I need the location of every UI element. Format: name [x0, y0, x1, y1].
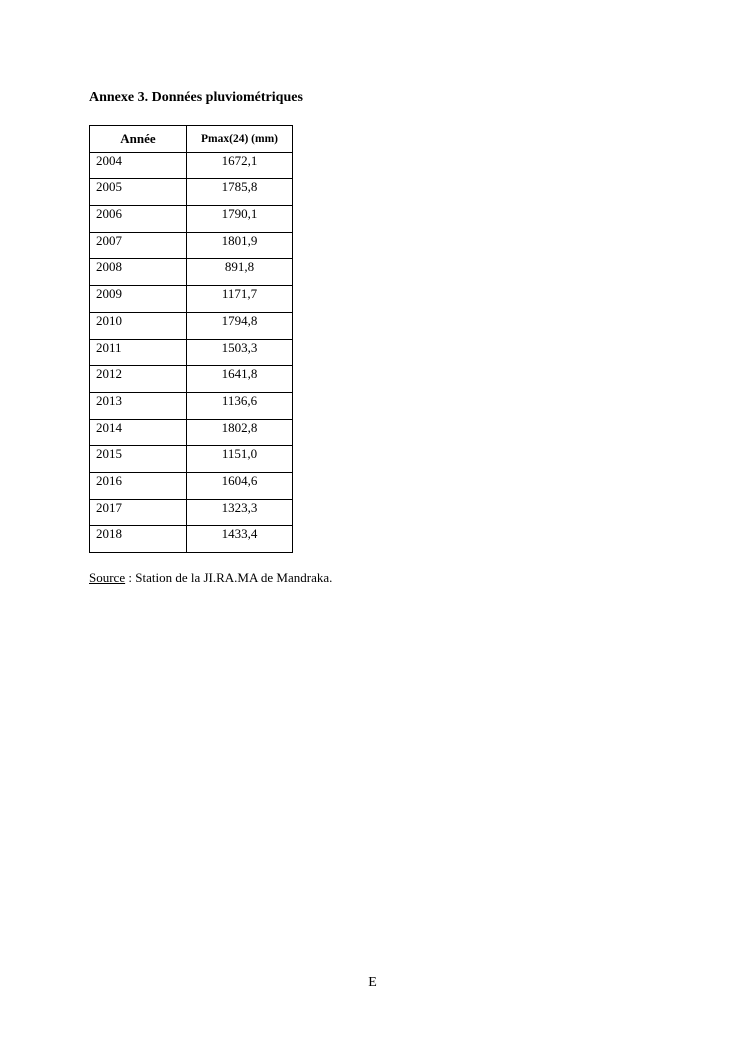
- annex-heading: Annexe 3. Données pluviométriques: [89, 90, 303, 105]
- pmax-cell: 1672,1: [187, 152, 293, 179]
- table-row: [90, 446, 293, 473]
- pmax-cell: 1802,8: [187, 419, 293, 446]
- pmax-cell: 1801,9: [187, 232, 293, 259]
- table-row: [90, 259, 293, 286]
- year-cell: 2007: [90, 232, 187, 259]
- table-row: [90, 232, 293, 259]
- year-cell: 2008: [90, 259, 187, 286]
- pmax-cell: 1641,8: [187, 366, 293, 393]
- pmax-cell: 1136,6: [187, 392, 293, 419]
- table-row: [90, 152, 293, 179]
- table-row: [90, 312, 293, 339]
- table-row: [90, 179, 293, 206]
- year-cell: 2016: [90, 472, 187, 499]
- pmax-cell: 1433,4: [187, 526, 293, 553]
- table-row: [90, 366, 293, 393]
- source-text: Station de la JI.RA.MA de Mandraka.: [135, 570, 333, 585]
- pmax-cell: 891,8: [187, 259, 293, 286]
- pmax-cell: 1323,3: [187, 499, 293, 526]
- source-note: [89, 570, 332, 586]
- pmax-cell: 1151,0: [187, 446, 293, 473]
- table-row: [90, 472, 293, 499]
- year-cell: 2015: [90, 446, 187, 473]
- pmax-cell: 1790,1: [187, 206, 293, 233]
- year-cell: 2005: [90, 179, 187, 206]
- table-row: [90, 339, 293, 366]
- table-row: [90, 206, 293, 233]
- table-row: [90, 526, 293, 553]
- year-cell: 2011: [90, 339, 187, 366]
- pmax-column-header: Pmax(24) (mm): [187, 126, 293, 153]
- table-row: [90, 499, 293, 526]
- year-cell: 2017: [90, 499, 187, 526]
- table-body: [90, 152, 293, 552]
- table-row: [90, 286, 293, 313]
- rainfall-table: [89, 125, 293, 553]
- year-column-header: Année: [90, 126, 187, 153]
- table-row: [90, 419, 293, 446]
- year-cell: 2009: [90, 286, 187, 313]
- year-cell: 2014: [90, 419, 187, 446]
- pmax-cell: 1604,6: [187, 472, 293, 499]
- pmax-cell: 1503,3: [187, 339, 293, 366]
- year-cell: 2010: [90, 312, 187, 339]
- pmax-cell: 1794,8: [187, 312, 293, 339]
- table-header-row: [90, 126, 293, 153]
- year-cell: 2006: [90, 206, 187, 233]
- pmax-cell: 1785,8: [187, 179, 293, 206]
- source-label: Source: [89, 570, 126, 585]
- year-cell: 2012: [90, 366, 187, 393]
- page-number: E: [368, 975, 377, 990]
- year-cell: 2004: [90, 152, 187, 179]
- source-separator: :: [125, 570, 136, 585]
- pmax-cell: 1171,7: [187, 286, 293, 313]
- year-cell: 2013: [90, 392, 187, 419]
- year-cell: 2018: [90, 526, 187, 553]
- table-row: [90, 392, 293, 419]
